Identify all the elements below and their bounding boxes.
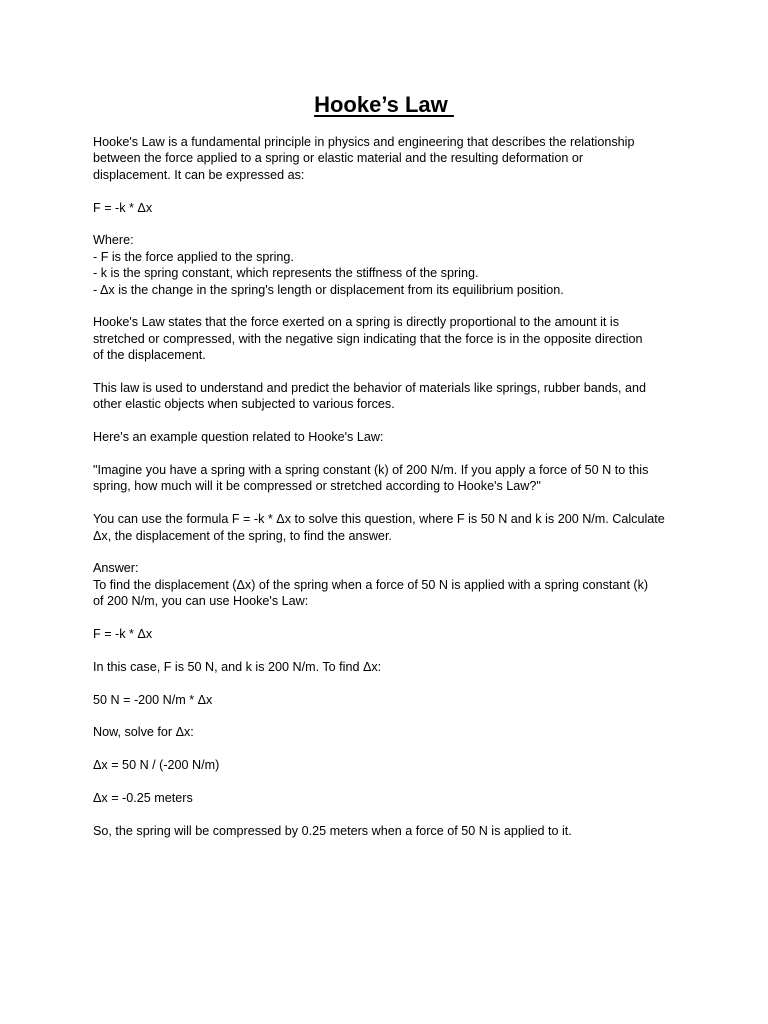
answer-heading: Answer: [93, 561, 139, 576]
formula: F = -k * Δx [93, 200, 153, 215]
result-line: Δx = -0.25 meters [93, 791, 193, 806]
answer-line: of 200 N/m, you can use Hooke's Law: [93, 594, 309, 609]
where-heading: Where: [93, 233, 134, 248]
paragraph-spacer [93, 642, 683, 658]
answer-formula: F = -k * Δx [93, 627, 153, 642]
paragraph-spacer [93, 298, 683, 314]
usage-line: other elastic objects when subjected to various forces. [93, 397, 395, 412]
question-line: "Imagine you have a spring with a spring constant (k) of 200 N/m. If you apply a force of 50 N to this [93, 463, 649, 478]
answer-line: To find the displacement (Δx) of the spring when a force of 50 N is applied with a spring constant (k) [93, 577, 649, 592]
paragraph-spacer [93, 675, 683, 691]
statement-line: Hooke's Law states that the force exerted on a spring is directly proportional to the amount it is [93, 315, 620, 330]
paragraph-spacer [93, 774, 683, 790]
paragraph-spacer [93, 610, 683, 626]
page-title-text: Hooke’s Law [314, 92, 454, 117]
paragraph-spacer [93, 364, 683, 380]
intro-line: Hooke's Law is a fundamental principle in physics and engineering that describes the relationship [93, 135, 635, 149]
hint-line: Δx, the displacement of the spring, to find the answer. [93, 528, 392, 543]
paragraph-spacer [93, 413, 683, 429]
paragraph-spacer [93, 806, 683, 822]
usage-line: This law is used to understand and predict the behavior of materials like springs, rubber bands, and [93, 381, 647, 396]
example-intro: Here's an example question related to Hooke's Law: [93, 430, 384, 445]
paragraph-spacer [93, 446, 683, 462]
hint-line: You can use the formula F = -k * Δx to solve this question, where F is 50 N and k is 200 N/m. Calculate [93, 512, 665, 527]
paragraph-spacer [93, 495, 683, 511]
where-item: - Δx is the change in the spring's length or displacement from its equilibrium position. [93, 282, 564, 297]
intro-line: displacement. It can be expressed as: [93, 167, 305, 182]
division-line: Δx = 50 N / (-200 N/m) [93, 758, 220, 773]
case-line: In this case, F is 50 N, and k is 200 N/m. To find Δx: [93, 659, 382, 674]
statement-line: of the displacement. [93, 348, 206, 363]
intro-line: between the force applied to a spring or elastic material and the resulting deformation or [93, 151, 584, 166]
solve-line: Now, solve for Δx: [93, 725, 194, 740]
statement-line: stretched or compressed, with the negative sign indicating that the force is in the opposite direction [93, 331, 643, 346]
document-body [93, 134, 683, 839]
paragraph-spacer [93, 183, 683, 199]
conclusion-line: So, the spring will be compressed by 0.25 meters when a force of 50 N is applied to it. [93, 823, 572, 838]
paragraph-spacer [93, 216, 683, 232]
page-title [0, 90, 768, 120]
where-item: - k is the spring constant, which represents the stiffness of the spring. [93, 266, 479, 281]
substitution-line: 50 N = -200 N/m * Δx [93, 692, 213, 707]
paragraph-spacer [93, 708, 683, 724]
paragraph-spacer [93, 544, 683, 560]
paragraph-spacer [93, 741, 683, 757]
where-item: - F is the force applied to the spring. [93, 249, 294, 264]
question-line: spring, how much will it be compressed or stretched according to Hooke's Law?" [93, 479, 541, 494]
